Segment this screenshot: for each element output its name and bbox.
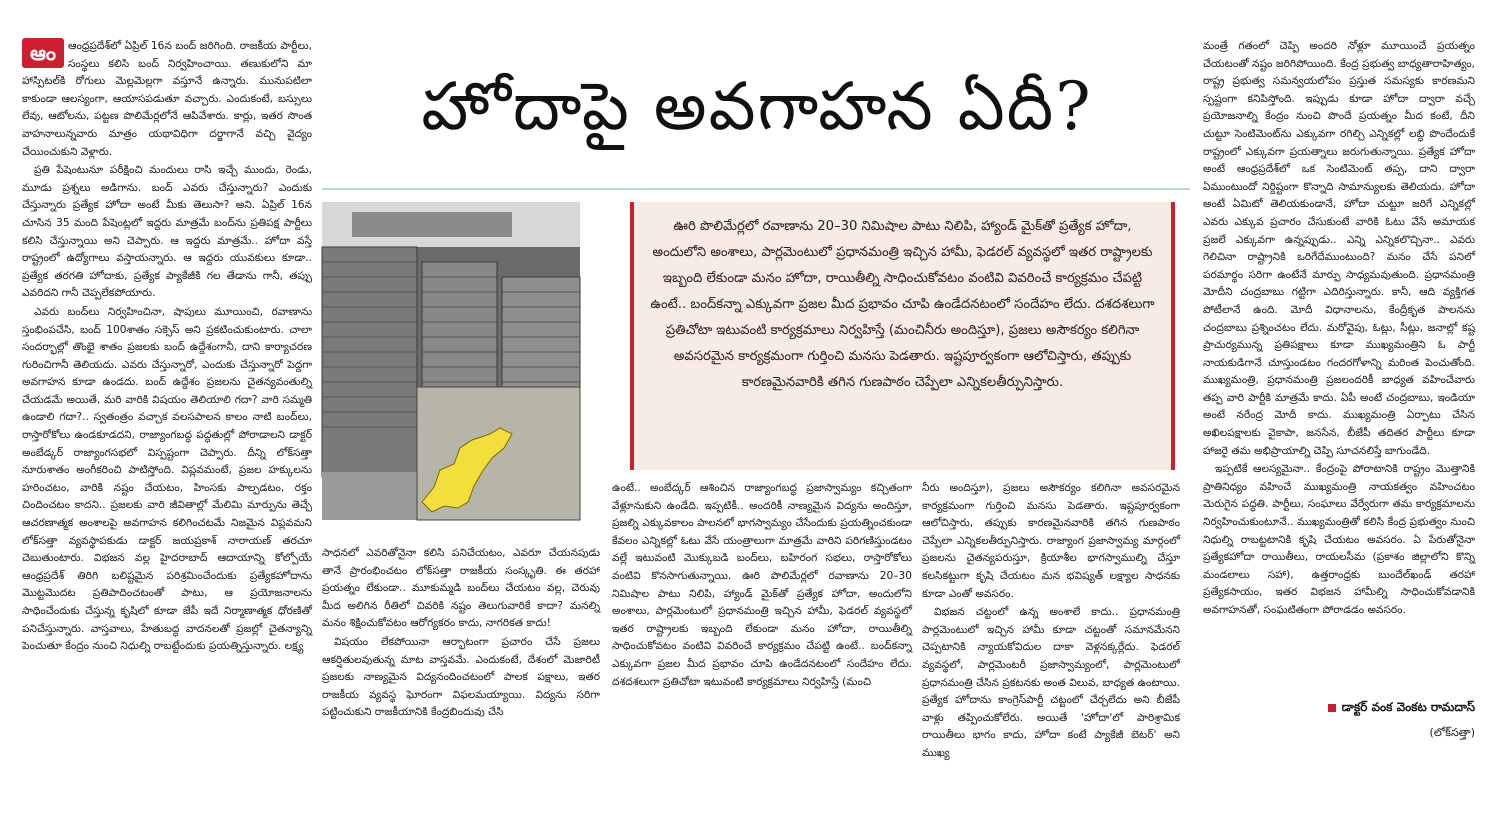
author-byline: [1290, 700, 1475, 717]
paragraph: ఉంటే.. అంబేద్కర్ ఆశించిన రాజ్యాంగబద్ధ ప్రజాస్వామ్యం కచ్చితంగా వేళ్లూనుకుని ఉండేది. ఇప్పటికీ.. అందరికీ నాణ్యమైన విద్యను అందిస్తూ, ప్రజల్ని ఎక్కువకాలం పాలనలో భాగస్వామ్యం చేసేందుకు ప్రయత్నించకుండా కేవలం ఎన్నికల్లో ఓటు వేసే యంత్రాలుగా మాత్రమే వారిని పరిగణిస్తుండటం వల్లే ఇటువంటి మొక్కుబడి బంద్‌లు, బహిరంగ సభలు, రాస్తారోకోలు వంటివి కొనసాగుతున్నాయి. ఊరి పొలిమేర్లలో రవాణాను 20–30 నిమిషాల పాటు నిలిపి, హ్యాండ్ మైక్‌తో ప్రత్యేక హోదా, అందులోని అంశాలు, పార్లమెంటులో ప్రధానమంత్రి ఇచ్చిన హామీ, ఫెడరల్ వ్యవస్థలో ఇతర రాష్ట్రాలకు ఇబ్బంది లేకుండా మనం హోదా, రాయితీల్ని సాధించుకోవటం వంటివి వివరించే కార్యక్రమం చేపట్టి ఉంటే.. బంద్‌కన్నా ఎక్కువగా ప్రజల మీద ప్రభావం చూపి ఉండేదనటంలో సందేహం లేదు. దశదశలుగా ప్రతిచోటా ఇటువంటి కార్యక్రమాలు నిర్వహిస్తే (మంచి: [612, 482, 912, 688]
paragraph: విభజన చట్టంలో ఉన్న అంశాలే కాదు.. ప్రధానమంత్రి పార్లమెంటులో ఇచ్చిన హామీ కూడా చట్టంతో సమానమేనని చెప్పటానికి న్యాయకోవిదుల దాకా వెళ్లనక్కర్లేదు. ఫెడరల్ వ్యవస్థలో, పార్లమెంటరీ ప్రజాస్వామ్యంలో, పార్లమెంటులో ప్రధానమంత్రి చేసిన ప్రకటనకు అంత విలువ, బాధ్యత ఉంటాయి. ప్రత్యేక హోదాను కాంగ్రెస్‌పార్టీ చట్టంలో చేర్చలేదు అని బీజేపీ వాళ్లు తప్పించుకోలేరు. అయితే 'హోదా'లో పారిశ్రామిక రాయితీలు భాగం కాదు, హోదా కంటే ప్యాకేజీ బెటర్' అని ముఖ్య: [922, 606, 1180, 759]
headline: హోదాపై అవగాహన ఏదీ?: [421, 68, 1093, 145]
article-column-5: [1203, 38, 1475, 678]
paragraph: సాధనలో ఎవరితోనైనా కలిసి పనిచేయటం, ఎవరూ చేయనపుడు తానే ప్రారంభించటం లోక్‌సత్తా రాజకీయ సంస్కృతి. ఈ తరహా ప్రయత్నం లేకుండా.. మూకుమ్మడి బంద్‌లు చేయటం వల్ల, చెరువు మీద అలిగిన రీతిలో చివరికి నష్టం తెలుగువారికే కాదా? మనల్ని మనం శిక్షించుకోవటం ఆరోగ్యకరం కాదు, నాగరికత కాదు!: [322, 547, 600, 630]
paragraph: నీరు అందిస్తూ), ప్రజలు అసౌకర్యం కలిగినా అవసరమైన కార్యక్రమంగా గుర్తించి మనసు పెడతారు. ఇష్టపూర్వకంగా ఆలోచిస్తారు, తప్పుకు కారణమైనవారికి తగిన గుణపాఠం చెప్పేలా ఎన్నికలతీర్పునిస్తారు. రాజ్యాంగ ప్రజాస్వామ్య మార్గంలో ప్రజలను చైతన్యపరుస్తూ, క్రియాశీల భాగస్వాముల్ని చేస్తూ కలసికట్టుగా కృషి చేయటం మన భవిష్యత్ లక్ష్యాల సాధనకు కూడా ఎంతో అవసరం.: [922, 482, 1180, 600]
article-column-2: [322, 545, 600, 775]
paragraph: ఎవరు బంద్‌లు నిర్వహించినా, షాపులు మూయించి, రవాణాను స్తంభింపచేసి, బంద్ 100శాతం సక్సెస్ అని ప్రకటించుకుంటారు. చాలా సందర్భాల్లో తొంభై శాతం ప్రజలకు బంద్ ఉద్దేశంగానీ, దాని కార్యాచరణ గురించిగానీ తెలియదు. ఎవరు చేస్తున్నారో, ఎందుకు చేస్తున్నారో పెద్దగా అవగాహన కూడా ఉండదు. బంద్ ఉద్దేశం ప్రజలను చైతన్యవంతుల్ని చేయడమే అయితే, మరి వారికి విషయం తెలియాలి గదా? వారి సమ్మతి ఉండాలి గదా?.. స్వతంత్రం వచ్చాక వలసపాలన కాలం నాటి బంద్‌లు, రాస్తారోకోలు ఉండకూడదని, రాజ్యాంగబద్ధ పద్ధతుల్లో పోరాడాలని డాక్టర్ అంబేడ్కర్ రాజ్యాంగసభలో విస్పష్టంగా చెప్పారు. దీన్ని లోక్‌సత్తా నూరుశాతం అంగీకరించి పాటిస్తోంది. విప్లవమంటే, ప్రజల హక్కులను హరించటం, వారికి నష్టం చేయటం, హింసకు పాల్పడటం, రక్తం చిందించటం కాదని.. ప్రజలకు వారి జీవితాల్లో మేలిమి మార్పును తెచ్చే ఆచరణాత్మక అంశాలపై అవగాహన కలిగించటమే నిజమైన విప్లవమని లోక్‌సత్తా వ్యవస్థాపకుడు డాక్టర్ జయప్రకాశ్ నారాయణ్ తరచూ చెబుతుంటారు. విభజన వల్ల హైదరాబాద్ ఆదాయాన్ని కోల్పోయే ఆంధ్రప్రదేశ్ తిరిగి బలిష్టమైన పరిశ్రమించేందుకు ప్రత్యేకహోదాను మొట్టమొదట ప్రతిపాదించటంతో పాటు, ఆ ప్రయోజనాలను సాధించేందుకు చేస్తున్న కృషిలో కూడా జేపీ ఇదే నిర్మాణాత్మక ధోరణితో పనిచేస్తున్నారు. వాస్తవాలు, హేతుబద్ధ వాదనలతో ప్రజల్లో చైతన్యాన్ని పెంచుతూ కేంద్రం నుంచి నిధుల్ని రాబట్టేందుకు ప్రయత్నిస్తున్నారు. లక్ష్య: [22, 305, 312, 653]
article-column-3: [612, 480, 912, 750]
paragraph: ఇప్పటికే ఆలస్యమైనా.. కేంద్రంపై పోరాటానికి రాష్ట్రం మొత్తానికి ప్రాతినిధ్యం వహించే ముఖ్యమంత్రి నాయకత్వం వహించటం మెరుగైన పద్ధతి. పార్టీలు, సంఘాలు వేర్వేరుగా తమ కార్యక్రమాలను నిర్వహించుకుంటూనే.. ముఖ్యమంత్రితో కలిసి కేంద్ర ప్రభుత్వం నుంచి నిధుల్ని రాబట్టటానికి కృషి చేయటం అవసరం. ఏ పేరుతోనైనా ప్రత్యేకహోదా రాయితీలు, రాయలసీమ (ప్రకాశం జిల్లాలోని కొన్ని మండలాలు సహా), ఉత్తరాంధ్రకు బుందేల్‌ఖండ్ తరహా ప్రత్యేకసాయం, ఇతర విభజన హామీల్ని సాధించుకోవడానికి అవగాహనతో, సంఘటితంగా పోరాడడం అవసరం.: [1203, 463, 1475, 616]
paragraph: ప్రతి పేషెంటునూ పరీక్షించి మందులు రాసి ఇచ్చే ముందు, రెండు, మూడు ప్రశ్నలు అడిగాను. బంద్ ఎవరు చేస్తున్నారు? ఎందుకు చేస్తున్నారు ప్రత్యేక హోదా అంటే మీకు తెలుసా? అని. ఏప్రిల్ 16న చూసిన 35 మంది పేషెంట్లలో ఇద్దరు మాత్రమే బంద్‌ను ప్రతిపక్ష పార్టీలు కలిసి చేస్తున్నాయి అని చెప్పారు. ఆ ఇద్దరు మాత్రమే.. హోదా వస్తే రాష్ట్రంలో ఉద్యోగాలు వస్తాయన్నారు. ఆ ఇద్దరు యువకులు కూడా.. ప్రత్యేక తరగతి హోదాకు, ప్రత్యేక ప్యాకేజీకి గల తేడాను గానీ, తప్పు ఎవరిదని గానీ చెప్పలేకపోయారు.: [22, 164, 312, 300]
divider: [322, 188, 1190, 190]
article-column-1: [22, 38, 312, 808]
pull-quote: ఊరి పొలిమేర్లలో రవాణాను 20–30 నిమిషాల పాటు నిలిపి, హ్యాండ్ మైక్‌తో ప్రత్యేక హోదా, అందులోని అంశాలు, పార్లమెంటులో ప్రధానమంత్రి ఇచ్చిన హామీ, ఫెడరల్ వ్యవస్థలో ఇతర రాష్ట్రాలకు ఇబ్బంది లేకుండా మనం హోదా, రాయితీల్ని సాధించుకోవటం వంటివి వివరించే కార్యక్రమం చేపట్టి ఉంటే.. బంద్‌కన్నా ఎక్కువగా ప్రజల మీద ప్రభావం చూపి ఉండేదనటంలో సందేహం లేదు. దశదశలుగా ప్రతిచోటా ఇటువంటి కార్యక్రమాలు నిర్వహిస్తే (మంచినీరు అందిస్తూ), ప్రజలు అసౌకర్యం కలిగినా అవసరమైన కార్యక్రమంగా గుర్తించి మనసు పెడతారు. ఇష్టపూర్వకంగా ఆలోచిస్తారు, తప్పుకు కారణమైనవారికి తగిన గుణపాఠం చెప్పేలా ఎన్నికలతీర్పునిస్తారు.: [630, 202, 1175, 470]
author-name: డాక్టర్ వంక వెంకట రామదాస్: [1341, 700, 1475, 714]
square-bullet-icon: [1328, 704, 1336, 712]
article-column-4: [922, 480, 1180, 759]
paragraph: విషయం లేకపోయినా ఆర్భాటంగా ప్రచారం చేసే ప్రజలు ఆకర్షితులవుతున్న మాట వాస్తవమే. ఎందుకంటే, దేశంలో మెజారిటీ ప్రజలకు నాణ్యమైన విద్యనందించటంలో పాలక పక్షాలు, ఇతర రాజకీయ వ్యవస్థ ఘోరంగా విఫలమయ్యాయి. విద్యను సరిగా పట్టించుకుని రాజకీయానికి కేంద్రబిందువు చేసి: [322, 635, 600, 719]
closed-shops-photo: [322, 202, 580, 520]
newspaper-logo: ఆం: [22, 38, 64, 68]
paragraph: ఆంధ్రప్రదేశ్‌లో ఏప్రిల్ 16న బంద్ జరిగింది. రాజకీయ పార్టీలు, సంస్థలు కలిసి బంద్ నిర్వహించాయి. తణుకులోని మా హాస్పిటల్‌కి రోగులు మెల్లమెల్లగా వస్తూనే ఉన్నారు. మునుపటిలా కాకుండా ఆలస్యంగా, ఆయాసపడుతూ వచ్చారు. ఎందుకంటే, బస్సులు లేవు, ఆటోలను, పట్టణ పొలిమేర్లలోనే ఆపివేశారు. కార్లు, ఇతర సొంత వాహనాలున్నవారు మాత్రం యథావిధిగా దర్జాగానే వచ్చి వైద్యం చేయించుకుని వెళ్లారు.: [22, 40, 312, 158]
article-photo: [322, 202, 580, 520]
paragraph: మంత్రే గతంలో చెప్పి అందరి నోళ్లూ మూయించే ప్రయత్నం చేయటంతో నష్టం జరిగిపోయింది. కేంద్ర ప్రభుత్వ బాధ్యతారాహిత్యం, రాష్ట్ర ప్రభుత్వ సమన్వయలోపం ప్రస్తుత సమస్యకు కారణమని స్పష్టంగా కనిపిస్తోంది. ఇప్పుడు కూడా హోదా ద్వారా వచ్చే ప్రయోజనాల్ని కేంద్రం నుంచి పొందే ప్రయత్నం మీద కంటే, దీని చుట్టూ సెంటిమెంట్‌ను ఎక్కువగా రగిల్చి ఎన్నికల్లో లబ్ధి పొందేందుకే రాష్ట్రంలో ఎక్కువగా ప్రయత్నాలు జరుగుతున్నాయి. ప్రత్యేక హోదా అంటే ఆంధ్రప్రదేశ్‌లో ఒక సెంటిమెంట్ తప్ప, దాని ద్వారా ఏముంటుందో నిర్దిష్టంగా కొన్నాది సామాన్యులకు తెలియదు. హోదా అంటే ఏమిటో తెలియకుండానే, హోదా చుట్టూ జరిగే ఎన్నికల్లో ఎవరు ఎక్కువ ప్రచారం చేసుకుంటే వారికి ఓటు వేసే అమాయక ప్రజలే ఎక్కువగా ఉన్నప్పుడు.. ఎన్ని ఎన్నికలొచ్చినా.. ఎవరు గెలిచినా రాష్ట్రానికి ఒరిగేదేముంటుంది? మనం చేసే పనిలో పరమార్థం సరిగా ఉంటేనే మార్పు సాధ్యమవుతుంది. ప్రధానమంత్రి మోదీని చంద్రబాబు గట్టిగా ఎదిరిస్తున్నారు. కానీ, ఆది వ్యక్తిగత పోటీలానే ఉంది. మోదీ విధానాలను, కేంద్రీకృత పాలనను చంద్రబాబు ప్రశ్నించటం లేదు. మరోవైపు, ఓట్లు, సీట్లు, జనాల్లో కష్ట ప్రాచుర్యమున్న ప్రతిపక్షాలు కూడా ముఖ్యమంత్రిని ఓ పార్టీ నాయకుడిగానే చూస్తుండటం గందరగోళాన్ని మరింత పెంచుతోంది. ముఖ్యమంత్రి, ప్రధానమంత్రి ప్రజలందరికీ బాధ్యత వహించేవారు తప్ప వారి పార్టీకి మాత్రమే కాదు. ఏపీ అంటే చంద్రబాబు, ఇండియా అంటే నరేంద్ర మోదీ కాదు. ముఖ్యమంత్రి ఏర్పాటు చేసిన అఖిలపక్షాలకు వైకాపా, జనసేన, బీజేపీ తదితర పార్టీలు కూడా హాజరై తమ అభిప్రాయాల్ని చెప్పి సూచనలిస్తే బాగుండేది.: [1203, 40, 1475, 457]
source-credit: (లోక్‌సత్తా): [1429, 726, 1475, 739]
